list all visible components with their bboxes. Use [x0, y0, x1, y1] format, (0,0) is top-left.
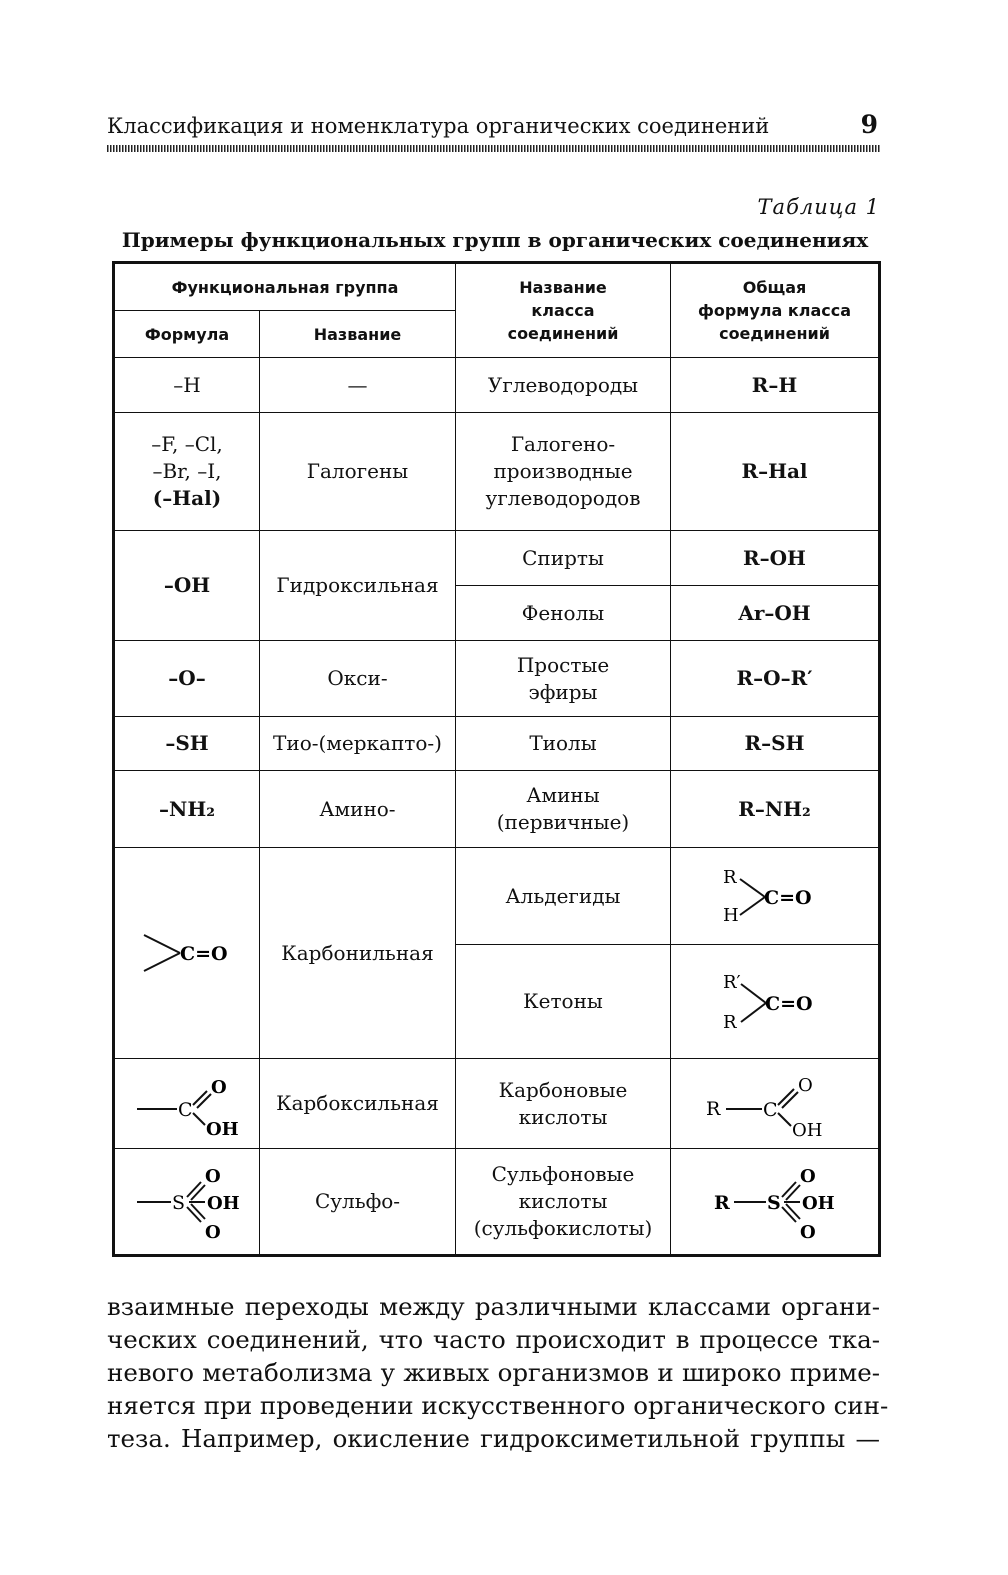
cell-general	[671, 945, 880, 1059]
cell-class: Тиолы	[456, 717, 671, 771]
c-label: C	[178, 1098, 193, 1121]
body-line: няется при проведении искусственного органического син-	[107, 1391, 889, 1420]
table-row	[114, 641, 880, 717]
cell-class-line: кислоты	[518, 1189, 608, 1213]
cell-name: Галогены	[260, 413, 456, 531]
cell-general	[671, 1059, 880, 1149]
cell-class-line: Галогено-	[510, 432, 616, 456]
cell-general: R–Hal	[671, 413, 880, 531]
cell-general: Ar–OH	[671, 586, 880, 641]
cell-name: Тио-(меркапто-)	[260, 717, 456, 771]
col-header-general-line: Общая	[742, 278, 807, 297]
body-line: теза. Например, окисление гидроксиметильной группы —	[107, 1424, 880, 1453]
cell-name: Карбоксильная	[260, 1059, 456, 1149]
h-label: H	[722, 905, 739, 926]
table-row	[114, 1059, 880, 1149]
cell-class-line: Простые	[516, 652, 610, 677]
r-label: R	[722, 1011, 737, 1033]
r-label: R	[705, 1097, 720, 1120]
cell-class-line: Карбоновые	[498, 1077, 628, 1102]
o-label: O	[211, 1076, 227, 1098]
cell-name: Сульфо-	[260, 1149, 456, 1256]
carbonyl-label: C=O	[764, 992, 813, 1015]
carbonyl-structure	[132, 923, 242, 983]
cell-formula	[114, 1149, 260, 1256]
col-header-class-line: Название	[519, 278, 607, 297]
cell-class: Углеводороды	[456, 358, 671, 413]
o-label: O	[799, 1165, 816, 1187]
cell-name: Амино-	[260, 771, 456, 848]
cell-general: R–O–R′	[671, 641, 880, 717]
col-header-class-line: соединений	[507, 324, 619, 343]
cell-class	[456, 771, 671, 848]
col-header-general	[671, 263, 880, 358]
cell-class	[456, 413, 671, 531]
ketone-structure	[715, 966, 835, 1038]
o-label: O	[799, 1221, 816, 1243]
cell-general: R–H	[671, 358, 880, 413]
body-paragraph	[107, 1290, 889, 1455]
cell-formula: –SH	[114, 717, 260, 771]
sulfonic-acid-structure	[700, 1160, 850, 1244]
cell-name: Гидроксильная	[260, 531, 456, 641]
s-label: S	[766, 1191, 781, 1214]
cell-name: Окси-	[260, 641, 456, 717]
table-row	[114, 531, 880, 586]
cell-class-line: производные	[493, 459, 633, 483]
running-header	[107, 108, 880, 152]
cell-formula: –NH₂	[114, 771, 260, 848]
cell-formula	[114, 413, 260, 531]
sulfo-structure	[127, 1160, 247, 1244]
table-row	[114, 1149, 880, 1256]
cell-class-line: эфиры	[528, 679, 598, 704]
col-header-name: Название	[260, 311, 456, 358]
running-header-title: Классификация и номенклатура органических соединений	[107, 114, 770, 138]
r-label: R	[713, 1191, 730, 1214]
cell-class	[456, 1149, 671, 1256]
cell-formula-line: (–Hal)	[152, 486, 222, 510]
col-header-group: Функциональная группа	[114, 263, 456, 311]
table-header-row	[114, 263, 880, 311]
oh-label: OH	[791, 1119, 822, 1139]
table-row	[114, 358, 880, 413]
cell-class-line: кислоты	[518, 1104, 608, 1129]
carboxyl-structure	[127, 1069, 247, 1139]
o-label: O	[797, 1074, 813, 1096]
cell-formula: –O–	[114, 641, 260, 717]
table-caption: Примеры функциональных групп в органических соединениях	[121, 228, 869, 252]
page-number: 9	[860, 110, 878, 139]
cell-class-line: углеводородов	[485, 486, 641, 510]
carbonyl-label: C=O	[763, 887, 812, 909]
cell-general: R–SH	[671, 717, 880, 771]
col-header-general-line: соединений	[719, 324, 830, 343]
cell-formula-line: –Br, –I,	[152, 459, 222, 483]
cell-class	[456, 1059, 671, 1149]
cell-class-line: Амины	[526, 783, 600, 807]
carbonyl-label: C=O	[180, 943, 228, 965]
cell-general: R–OH	[671, 531, 880, 586]
carboxylic-acid-structure	[700, 1069, 850, 1139]
cell-general: R–NH₂	[671, 771, 880, 848]
col-header-general-line: формула класса	[697, 301, 852, 320]
body-line: взаимные переходы между различными классами органи-	[107, 1292, 880, 1321]
table-row	[114, 848, 880, 945]
aldehyde-structure	[715, 861, 835, 931]
r-prime-label: R′	[722, 971, 741, 993]
col-header-formula: Формула	[114, 311, 260, 358]
table-label: Таблица 1	[757, 195, 880, 219]
cell-formula	[114, 848, 260, 1059]
body-line: невого метаболизма у живых организмов и широко приме-	[107, 1358, 880, 1387]
cell-formula: –H	[114, 358, 260, 413]
r-label: R	[722, 867, 737, 888]
col-header-class-line: класса	[531, 301, 595, 320]
s-label: S	[172, 1191, 186, 1214]
cell-class: Альдегиды	[456, 848, 671, 945]
table-row	[114, 717, 880, 771]
cell-class	[456, 641, 671, 717]
cell-class-line: (сульфокислоты)	[473, 1216, 653, 1240]
oh-label: OH	[207, 1192, 240, 1214]
cell-class: Фенолы	[456, 586, 671, 641]
oh-label: OH	[801, 1192, 835, 1214]
table-row	[114, 413, 880, 531]
oh-label: OH	[206, 1118, 239, 1139]
cell-general	[671, 1149, 880, 1256]
cell-name: —	[260, 358, 456, 413]
cell-class: Спирты	[456, 531, 671, 586]
cell-class-line: Сульфоновые	[491, 1162, 635, 1186]
cell-name: Карбонильная	[260, 848, 456, 1059]
o-label: O	[205, 1221, 221, 1243]
body-line: ческих соединений, что часто происходит в процессе тка-	[107, 1325, 880, 1354]
cell-formula-line: –F, –Cl,	[151, 432, 223, 456]
header-rule	[107, 145, 880, 152]
cell-general	[671, 848, 880, 945]
cell-class-line: (первичные)	[496, 810, 630, 834]
col-header-class	[456, 263, 671, 358]
cell-formula: –OH	[114, 531, 260, 641]
cell-class: Кетоны	[456, 945, 671, 1059]
c-label: C	[762, 1098, 778, 1121]
table-row	[114, 771, 880, 848]
o-label: O	[205, 1165, 221, 1187]
cell-formula	[114, 1059, 260, 1149]
functional-groups-table	[112, 261, 881, 1257]
